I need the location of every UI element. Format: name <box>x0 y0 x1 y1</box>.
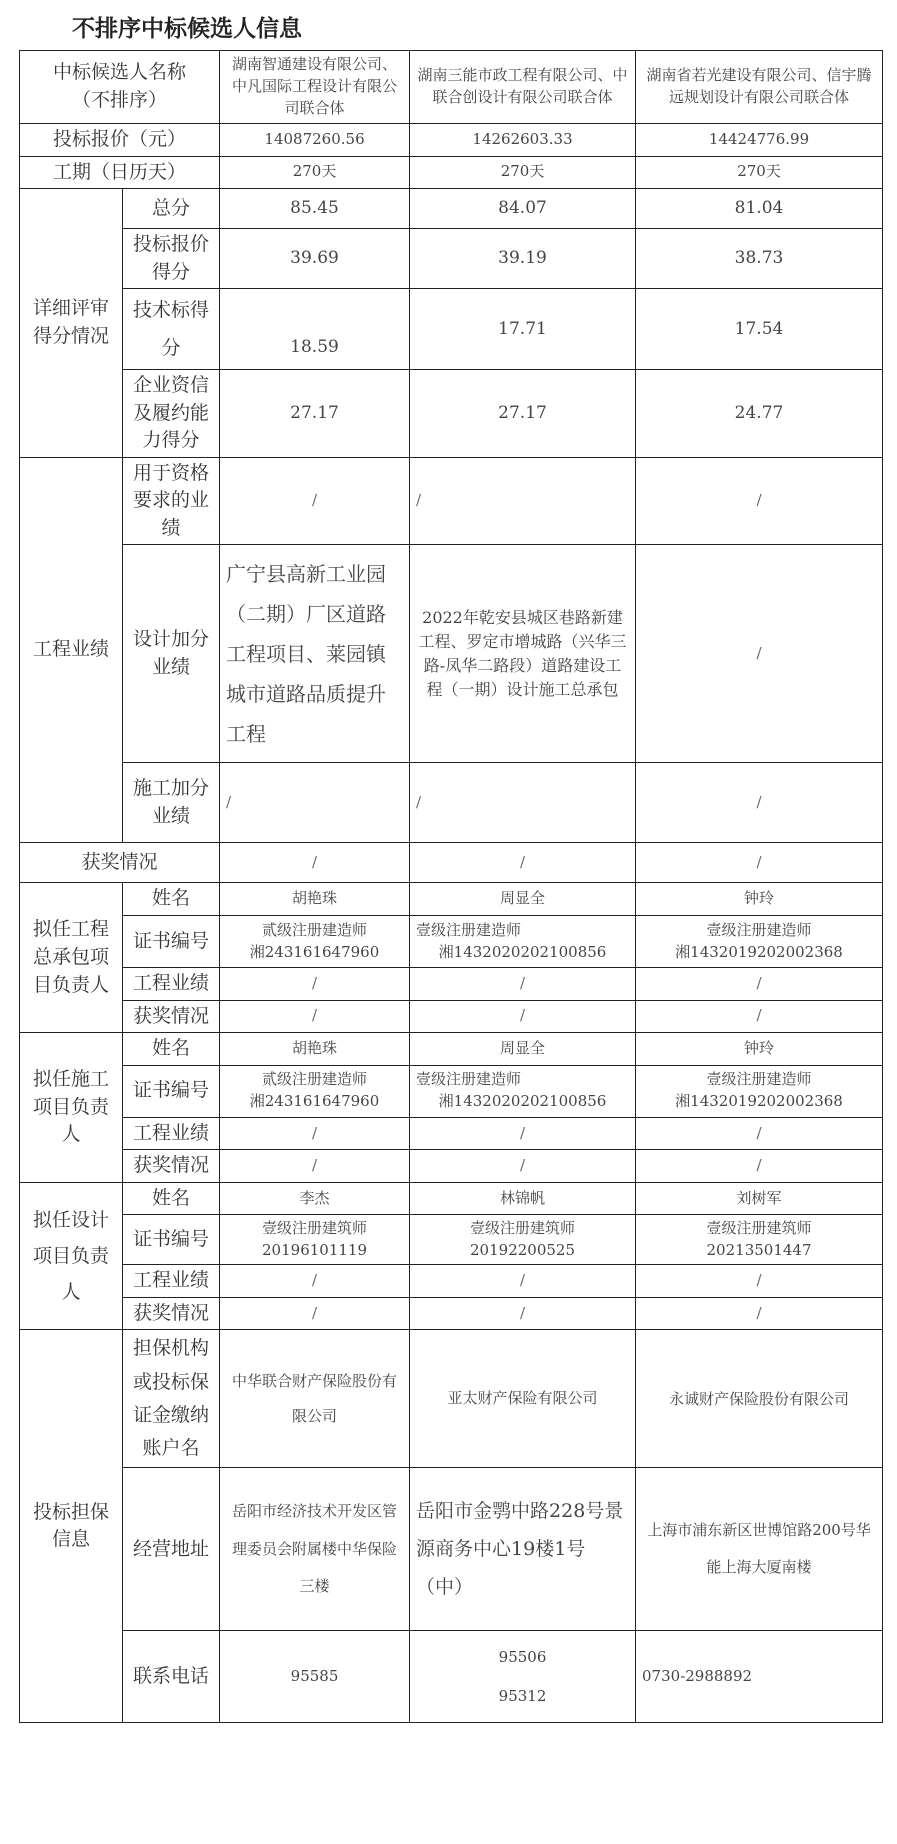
construction-name-2: 周显全 <box>410 1033 636 1066</box>
construction-perf-row <box>20 1117 883 1150</box>
guarantee-institution-3: 永诚财产保险股份有限公司 <box>636 1330 883 1468</box>
design-cert-label: 证书编号 <box>123 1215 220 1265</box>
duration-3: 270天 <box>636 156 883 189</box>
tech-score-1: 18.59 <box>220 289 410 370</box>
bid-price-label: 投标报价（元） <box>20 124 220 157</box>
construction-bonus-3: / <box>636 763 883 843</box>
price-score-2: 39.19 <box>410 229 636 289</box>
construction-perf-3: / <box>636 1117 883 1150</box>
design-perf-3: / <box>636 1265 883 1298</box>
epc-perf-2: / <box>410 968 636 1001</box>
design-award-row <box>20 1297 883 1330</box>
epc-award-1: / <box>220 1000 410 1033</box>
construction-bonus-row <box>20 763 883 843</box>
construction-cert-row <box>20 1065 883 1117</box>
guarantee-address-row <box>20 1468 883 1631</box>
design-award-label: 获奖情况 <box>123 1297 220 1330</box>
qualification-score-row <box>20 370 883 458</box>
design-name-2: 林锦帆 <box>410 1182 636 1215</box>
construction-manager-group-label: 拟任施工项目负责人 <box>20 1033 123 1183</box>
design-perf-label: 工程业绩 <box>123 1265 220 1298</box>
construction-perf-1: / <box>220 1117 410 1150</box>
construction-award-2: / <box>410 1150 636 1183</box>
design-manager-group-label: 拟任设计 项目负责 人 <box>20 1182 123 1330</box>
qualification-performance-row <box>20 457 883 545</box>
epc-cert-row <box>20 916 883 968</box>
design-cert-1: 壹级注册建筑师 20196101119 <box>220 1215 410 1265</box>
guarantee-phone-1: 95585 <box>220 1631 410 1723</box>
tech-score-2: 17.71 <box>410 289 636 370</box>
epc-cert-label: 证书编号 <box>123 916 220 968</box>
total-score-row <box>20 189 883 229</box>
design-bonus-row <box>20 545 883 763</box>
epc-name-2: 周显全 <box>410 883 636 916</box>
design-award-1: / <box>220 1297 410 1330</box>
construction-name-row <box>20 1033 883 1066</box>
construction-bonus-2: / <box>410 763 636 843</box>
bid-price-3: 14424776.99 <box>636 124 883 157</box>
qualification-score-label: 企业资信及履约能力得分 <box>123 370 220 458</box>
design-bonus-1: 广宁县高新工业园（二期）厂区道路工程项目、莱园镇城市道路品质提升工程 <box>220 545 410 763</box>
candidate-1-name: 湖南智通建设有限公司、中凡国际工程设计有限公司联合体 <box>220 51 410 124</box>
guarantee-institution-label: 担保机构或投标保证金缴纳账户名 <box>123 1330 220 1468</box>
duration-1: 270天 <box>220 156 410 189</box>
price-score-label: 投标报价得分 <box>123 229 220 289</box>
construction-bonus-1: / <box>220 763 410 843</box>
design-cert-3: 壹级注册建筑师 20213501447 <box>636 1215 883 1265</box>
epc-perf-label: 工程业绩 <box>123 968 220 1001</box>
duration-label: 工期（日历天） <box>20 156 220 189</box>
qualification-performance-1: / <box>220 457 410 545</box>
design-name-row <box>20 1182 883 1215</box>
guarantee-phone-2: 95506 95312 <box>410 1631 636 1723</box>
price-score-1: 39.69 <box>220 229 410 289</box>
epc-award-row <box>20 1000 883 1033</box>
design-perf-2: / <box>410 1265 636 1298</box>
construction-award-1: / <box>220 1150 410 1183</box>
duration-row <box>20 156 883 189</box>
performance-group-label: 工程业绩 <box>20 457 123 843</box>
bid-price-1: 14087260.56 <box>220 124 410 157</box>
guarantee-phone-label: 联系电话 <box>123 1631 220 1723</box>
tech-score-label: 技术标得 分 <box>123 289 220 370</box>
candidate-name-label: 中标候选人名称 （不排序） <box>20 51 220 124</box>
construction-award-3: / <box>636 1150 883 1183</box>
guarantee-group-label: 投标担保信息 <box>20 1330 123 1723</box>
epc-award-label: 获奖情况 <box>123 1000 220 1033</box>
price-score-row <box>20 229 883 289</box>
guarantee-address-2: 岳阳市金鹗中路228号景源商务中心19楼1号（中） <box>410 1468 636 1631</box>
qualification-score-2: 27.17 <box>410 370 636 458</box>
construction-award-row <box>20 1150 883 1183</box>
total-score-3: 81.04 <box>636 189 883 229</box>
construction-cert-label: 证书编号 <box>123 1065 220 1117</box>
design-cert-2: 壹级注册建筑师 20192200525 <box>410 1215 636 1265</box>
awards-2: / <box>410 843 636 883</box>
epc-award-2: / <box>410 1000 636 1033</box>
scoring-group-label: 详细评审得分情况 <box>20 189 123 458</box>
tech-score-3: 17.54 <box>636 289 883 370</box>
qualification-performance-3: / <box>636 457 883 545</box>
bid-price-row <box>20 124 883 157</box>
construction-name-label: 姓名 <box>123 1033 220 1066</box>
guarantee-phone-row <box>20 1631 883 1723</box>
epc-perf-1: / <box>220 968 410 1001</box>
construction-cert-3: 壹级注册建造师 湘1432019202002368 <box>636 1065 883 1117</box>
epc-name-3: 钟玲 <box>636 883 883 916</box>
design-cert-row <box>20 1215 883 1265</box>
design-bonus-label: 设计加分业绩 <box>123 545 220 763</box>
page-title: 不排序中标候选人信息 <box>72 16 302 42</box>
epc-cert-3: 壹级注册建造师 湘1432019202002368 <box>636 916 883 968</box>
guarantee-institution-2: 亚太财产保险有限公司 <box>410 1330 636 1468</box>
candidate-info-table <box>19 50 883 1723</box>
epc-cert-1: 贰级注册建造师 湘243161647960 <box>220 916 410 968</box>
header-row <box>20 51 883 124</box>
construction-award-label: 获奖情况 <box>123 1150 220 1183</box>
design-award-2: / <box>410 1297 636 1330</box>
qualification-performance-label: 用于资格要求的业绩 <box>123 457 220 545</box>
design-bonus-2: 2022年乾安县城区巷路新建工程、罗定市增城路（兴华三路-凤华二路段）道路建设工程（一期）设计施工总承包 <box>410 545 636 763</box>
guarantee-address-1: 岳阳市经济技术开发区管理委员会附属楼中华保险三楼 <box>220 1468 410 1631</box>
qualification-performance-2: / <box>410 457 636 545</box>
construction-cert-1: 贰级注册建造师 湘243161647960 <box>220 1065 410 1117</box>
construction-bonus-label: 施工加分业绩 <box>123 763 220 843</box>
design-name-3: 刘树军 <box>636 1182 883 1215</box>
total-score-label: 总分 <box>123 189 220 229</box>
epc-name-label: 姓名 <box>123 883 220 916</box>
construction-name-1: 胡艳珠 <box>220 1033 410 1066</box>
design-bonus-3: / <box>636 545 883 763</box>
design-award-3: / <box>636 1297 883 1330</box>
tech-score-row <box>20 289 883 370</box>
total-score-2: 84.07 <box>410 189 636 229</box>
qualification-score-1: 27.17 <box>220 370 410 458</box>
epc-perf-3: / <box>636 968 883 1001</box>
design-perf-row <box>20 1265 883 1298</box>
epc-name-1: 胡艳珠 <box>220 883 410 916</box>
bid-price-2: 14262603.33 <box>410 124 636 157</box>
guarantee-phone-3: 0730-2988892 <box>636 1631 883 1723</box>
design-perf-1: / <box>220 1265 410 1298</box>
epc-award-3: / <box>636 1000 883 1033</box>
design-name-1: 李杰 <box>220 1182 410 1215</box>
guarantee-address-label: 经营地址 <box>123 1468 220 1631</box>
candidate-3-name: 湖南省若光建设有限公司、信宇腾远规划设计有限公司联合体 <box>636 51 883 124</box>
construction-cert-2: 壹级注册建造师 湘1432020202100856 <box>410 1065 636 1117</box>
guarantee-institution-1: 中华联合财产保险股份有限公司 <box>220 1330 410 1468</box>
price-score-3: 38.73 <box>636 229 883 289</box>
epc-name-row <box>20 883 883 916</box>
construction-name-3: 钟玲 <box>636 1033 883 1066</box>
candidate-2-name: 湖南三能市政工程有限公司、中联合创设计有限公司联合体 <box>410 51 636 124</box>
guarantee-address-3: 上海市浦东新区世博馆路200号华能上海大厦南楼 <box>636 1468 883 1631</box>
epc-perf-row <box>20 968 883 1001</box>
awards-3: / <box>636 843 883 883</box>
construction-perf-2: / <box>410 1117 636 1150</box>
design-name-label: 姓名 <box>123 1182 220 1215</box>
guarantee-institution-row <box>20 1330 883 1468</box>
epc-manager-group-label: 拟任工程总承包项目负责人 <box>20 883 123 1033</box>
total-score-1: 85.45 <box>220 189 410 229</box>
awards-1: / <box>220 843 410 883</box>
construction-perf-label: 工程业绩 <box>123 1117 220 1150</box>
duration-2: 270天 <box>410 156 636 189</box>
awards-label: 获奖情况 <box>20 843 220 883</box>
qualification-score-3: 24.77 <box>636 370 883 458</box>
awards-row <box>20 843 883 883</box>
epc-cert-2: 壹级注册建造师 湘1432020202100856 <box>410 916 636 968</box>
